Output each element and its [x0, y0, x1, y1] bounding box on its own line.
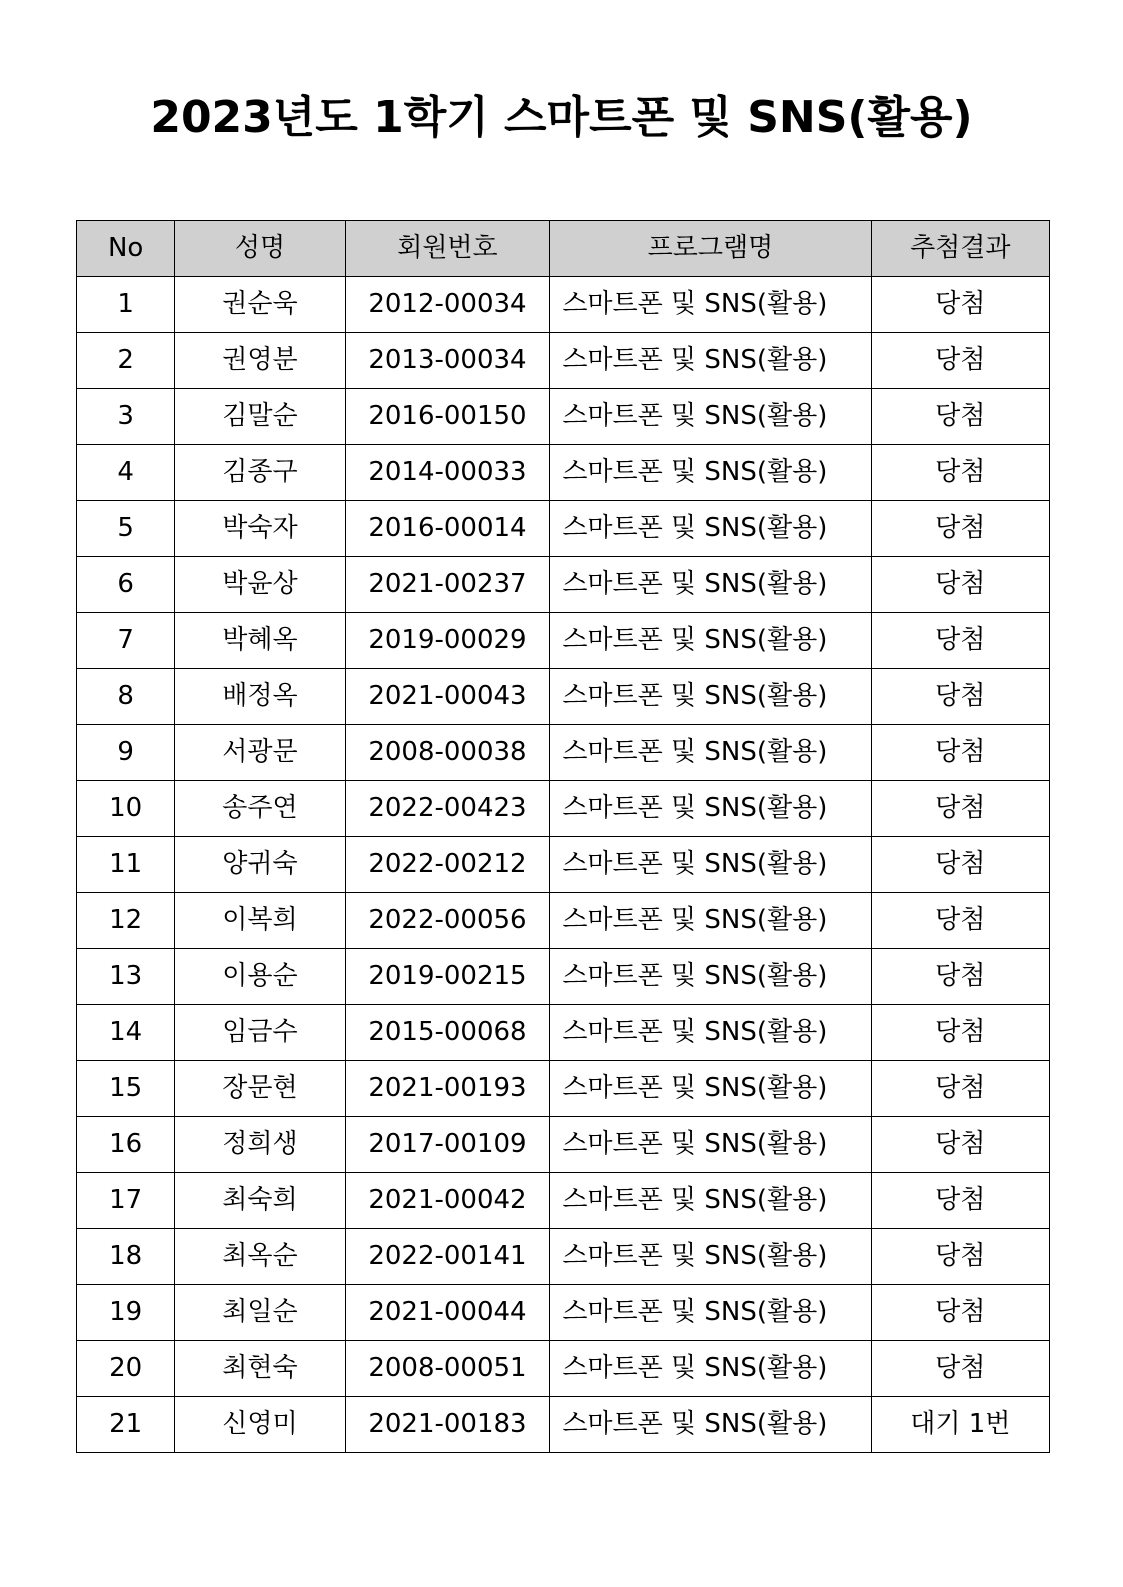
cell-no: 17	[77, 1173, 175, 1229]
cell-result: 당첨	[871, 277, 1049, 333]
cell-name: 권영분	[175, 333, 345, 389]
cell-no: 3	[77, 389, 175, 445]
cell-name: 최숙희	[175, 1173, 345, 1229]
cell-program: 스마트폰 및 SNS(활용)	[550, 1061, 871, 1117]
cell-result: 당첨	[871, 445, 1049, 501]
cell-name: 신영미	[175, 1397, 345, 1453]
cell-no: 10	[77, 781, 175, 837]
cell-result: 당첨	[871, 1229, 1049, 1285]
cell-member-id: 2022-00056	[345, 893, 550, 949]
table-row	[77, 389, 1050, 445]
cell-no: 5	[77, 501, 175, 557]
cell-no: 2	[77, 333, 175, 389]
cell-name: 권순욱	[175, 277, 345, 333]
table-row	[77, 613, 1050, 669]
header-program: 프로그램명	[550, 221, 871, 277]
cell-name: 박숙자	[175, 501, 345, 557]
table-row	[77, 1061, 1050, 1117]
table-row	[77, 1341, 1050, 1397]
header-no: No	[77, 221, 175, 277]
cell-program: 스마트폰 및 SNS(활용)	[550, 1397, 871, 1453]
cell-no: 21	[77, 1397, 175, 1453]
cell-name: 배정옥	[175, 669, 345, 725]
table-row	[77, 1285, 1050, 1341]
cell-program: 스마트폰 및 SNS(활용)	[550, 725, 871, 781]
table-row	[77, 781, 1050, 837]
cell-program: 스마트폰 및 SNS(활용)	[550, 1341, 871, 1397]
cell-program: 스마트폰 및 SNS(활용)	[550, 1117, 871, 1173]
cell-name: 이용순	[175, 949, 345, 1005]
header-member-id: 회원번호	[345, 221, 550, 277]
cell-no: 9	[77, 725, 175, 781]
table-row	[77, 277, 1050, 333]
cell-result: 당첨	[871, 725, 1049, 781]
cell-name: 최옥순	[175, 1229, 345, 1285]
cell-program: 스마트폰 및 SNS(활용)	[550, 1005, 871, 1061]
table-row	[77, 501, 1050, 557]
cell-member-id: 2008-00038	[345, 725, 550, 781]
lottery-results-table	[76, 220, 1050, 1453]
cell-result: 당첨	[871, 389, 1049, 445]
cell-no: 4	[77, 445, 175, 501]
cell-result: 당첨	[871, 557, 1049, 613]
cell-name: 박윤상	[175, 557, 345, 613]
cell-name: 임금수	[175, 1005, 345, 1061]
cell-member-id: 2021-00043	[345, 669, 550, 725]
table-row	[77, 445, 1050, 501]
cell-member-id: 2021-00237	[345, 557, 550, 613]
cell-program: 스마트폰 및 SNS(활용)	[550, 893, 871, 949]
cell-member-id: 2019-00215	[345, 949, 550, 1005]
cell-no: 11	[77, 837, 175, 893]
cell-program: 스마트폰 및 SNS(활용)	[550, 445, 871, 501]
table-row	[77, 1173, 1050, 1229]
cell-no: 18	[77, 1229, 175, 1285]
cell-name: 송주연	[175, 781, 345, 837]
cell-program: 스마트폰 및 SNS(활용)	[550, 277, 871, 333]
cell-member-id: 2021-00193	[345, 1061, 550, 1117]
cell-no: 8	[77, 669, 175, 725]
cell-result: 당첨	[871, 613, 1049, 669]
cell-result: 당첨	[871, 781, 1049, 837]
cell-result: 당첨	[871, 1285, 1049, 1341]
cell-member-id: 2017-00109	[345, 1117, 550, 1173]
table-row	[77, 557, 1050, 613]
cell-member-id: 2016-00014	[345, 501, 550, 557]
cell-result: 당첨	[871, 1005, 1049, 1061]
cell-result: 당첨	[871, 333, 1049, 389]
cell-name: 정희생	[175, 1117, 345, 1173]
table-row	[77, 725, 1050, 781]
table-row	[77, 669, 1050, 725]
cell-result: 당첨	[871, 1117, 1049, 1173]
cell-member-id: 2022-00212	[345, 837, 550, 893]
cell-name: 서광문	[175, 725, 345, 781]
cell-member-id: 2012-00034	[345, 277, 550, 333]
cell-name: 장문현	[175, 1061, 345, 1117]
page-title: 2023년도 1학기 스마트폰 및 SNS(활용)	[150, 92, 973, 143]
table-row	[77, 837, 1050, 893]
table-row	[77, 1117, 1050, 1173]
cell-no: 20	[77, 1341, 175, 1397]
cell-no: 13	[77, 949, 175, 1005]
cell-name: 최현숙	[175, 1341, 345, 1397]
cell-no: 14	[77, 1005, 175, 1061]
cell-program: 스마트폰 및 SNS(활용)	[550, 557, 871, 613]
cell-program: 스마트폰 및 SNS(활용)	[550, 1173, 871, 1229]
cell-name: 박혜옥	[175, 613, 345, 669]
cell-program: 스마트폰 및 SNS(활용)	[550, 837, 871, 893]
cell-name: 최일순	[175, 1285, 345, 1341]
cell-program: 스마트폰 및 SNS(활용)	[550, 333, 871, 389]
header-name: 성명	[175, 221, 345, 277]
table-row	[77, 949, 1050, 1005]
cell-member-id: 2008-00051	[345, 1341, 550, 1397]
cell-no: 6	[77, 557, 175, 613]
cell-program: 스마트폰 및 SNS(활용)	[550, 781, 871, 837]
cell-no: 15	[77, 1061, 175, 1117]
table-row	[77, 333, 1050, 389]
cell-member-id: 2015-00068	[345, 1005, 550, 1061]
cell-member-id: 2021-00044	[345, 1285, 550, 1341]
cell-no: 1	[77, 277, 175, 333]
cell-name: 김말순	[175, 389, 345, 445]
cell-no: 12	[77, 893, 175, 949]
table-row	[77, 1397, 1050, 1453]
cell-program: 스마트폰 및 SNS(활용)	[550, 613, 871, 669]
cell-program: 스마트폰 및 SNS(활용)	[550, 669, 871, 725]
cell-name: 양귀숙	[175, 837, 345, 893]
table-header-row	[77, 221, 1050, 277]
cell-member-id: 2021-00042	[345, 1173, 550, 1229]
cell-name: 김종구	[175, 445, 345, 501]
table-row	[77, 1005, 1050, 1061]
table-body	[77, 277, 1050, 1453]
cell-result: 대기 1번	[871, 1397, 1049, 1453]
cell-member-id: 2022-00423	[345, 781, 550, 837]
cell-member-id: 2019-00029	[345, 613, 550, 669]
cell-member-id: 2013-00034	[345, 333, 550, 389]
cell-result: 당첨	[871, 669, 1049, 725]
cell-no: 16	[77, 1117, 175, 1173]
cell-name: 이복희	[175, 893, 345, 949]
cell-result: 당첨	[871, 1061, 1049, 1117]
cell-member-id: 2022-00141	[345, 1229, 550, 1285]
cell-result: 당첨	[871, 501, 1049, 557]
table-row	[77, 893, 1050, 949]
cell-result: 당첨	[871, 837, 1049, 893]
cell-program: 스마트폰 및 SNS(활용)	[550, 501, 871, 557]
cell-member-id: 2016-00150	[345, 389, 550, 445]
cell-program: 스마트폰 및 SNS(활용)	[550, 1229, 871, 1285]
cell-result: 당첨	[871, 893, 1049, 949]
cell-result: 당첨	[871, 1173, 1049, 1229]
cell-result: 당첨	[871, 949, 1049, 1005]
cell-no: 19	[77, 1285, 175, 1341]
cell-no: 7	[77, 613, 175, 669]
cell-program: 스마트폰 및 SNS(활용)	[550, 1285, 871, 1341]
header-result: 추첨결과	[871, 221, 1049, 277]
cell-member-id: 2014-00033	[345, 445, 550, 501]
cell-program: 스마트폰 및 SNS(활용)	[550, 389, 871, 445]
cell-program: 스마트폰 및 SNS(활용)	[550, 949, 871, 1005]
cell-result: 당첨	[871, 1341, 1049, 1397]
table-row	[77, 1229, 1050, 1285]
cell-member-id: 2021-00183	[345, 1397, 550, 1453]
